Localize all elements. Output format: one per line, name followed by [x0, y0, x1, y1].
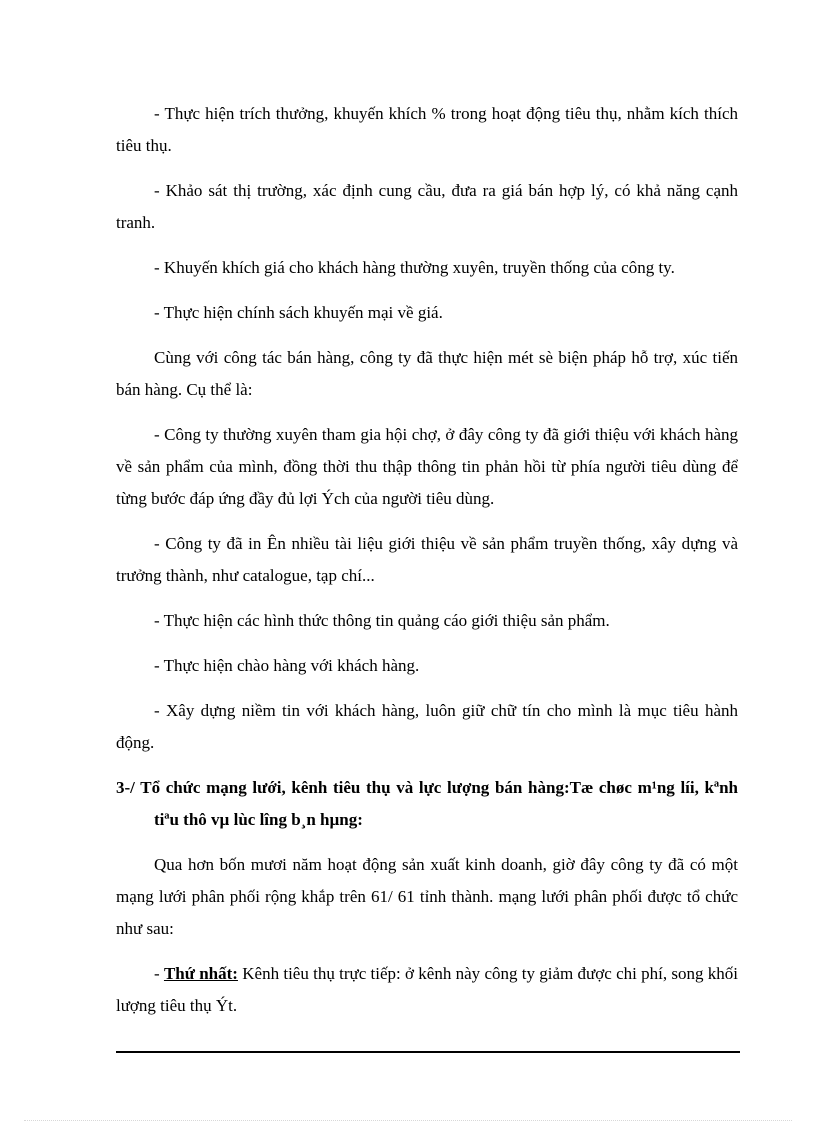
paragraph-reward-policy: - Thực hiện trích thưởng, khuyến khích % trong hoạt động tiêu thụ, nhằm kích thích tiêu thụ. [116, 104, 738, 155]
paragraph-offering: - Thực hiện chào hàng với khách hàng. [154, 656, 420, 675]
footer-rule [116, 1051, 740, 1053]
paragraph-first-channel [116, 958, 738, 1022]
paragraph-printed-materials: - Công ty đã in Ên nhiều tài liệu giới thiệu về sản phẩm truyền thống, xây dựng và trưởng thành, như catalogue, tạp chí... [116, 534, 738, 585]
paragraph-sales-support-intro: Cùng với công tác bán hàng, công ty đã thực hiện mét sè biện pháp hỗ trợ, xúc tiến bán hàng. Cụ thể là: [116, 348, 738, 399]
paragraph-loyal-customer-price: - Khuyến khích giá cho khách hàng thường xuyên, truyền thống của công ty. [154, 258, 675, 277]
first-channel-text: Kênh tiêu thụ trực tiếp: ở kênh này công ty giảm được chi phí, song khối lượng tiêu thụ Ýt. [116, 964, 738, 1015]
paragraph-customer-trust: - Xây dựng niềm tin với khách hàng, luôn giữ chữ tín cho mình là mục tiêu hành động. [116, 701, 738, 752]
section-heading: 3-/ Tổ chức mạng lưới, kênh tiêu thụ và lực lượng bán hàng:Tæ chøc m¹ng líi, kªnh tiªu thô vµ lùc lîng b¸n hµng: [116, 778, 738, 829]
paragraph-advertising: - Thực hiện các hình thức thông tin quảng cáo giới thiệu sản phẩm. [154, 611, 610, 630]
first-channel-label: Thứ nhất: [163, 964, 238, 983]
paragraph-price-promotion: - Thực hiện chính sách khuyến mại về giá. [154, 303, 443, 322]
paragraph-distribution-network: Qua hơn bốn mươi năm hoạt động sản xuất kinh doanh, giờ đây công ty đã có một mạng lưới phân phối rộng khắp trên 61/ 61 tỉnh thành. mạng lưới phân phối được tổ chức như sau: [116, 855, 738, 938]
paragraph-market-survey: - Khảo sát thị trường, xác định cung cầu, đưa ra giá bán hợp lý, có khả năng cạnh tranh. [116, 181, 738, 232]
page-content [116, 98, 738, 1035]
paragraph-trade-fairs: - Công ty thường xuyên tham gia hội chợ, ở đây công ty đã giới thiệu với khách hàng về sản phẩm của mình, đồng thời thu thập thông tin phản hồi từ phía người tiêu dùng để từng bước đáp ứng đầy đủ lợi Ých của người tiêu dùng. [116, 425, 738, 508]
page-edge-divider [24, 1120, 792, 1121]
first-channel-prefix: - [154, 964, 164, 983]
